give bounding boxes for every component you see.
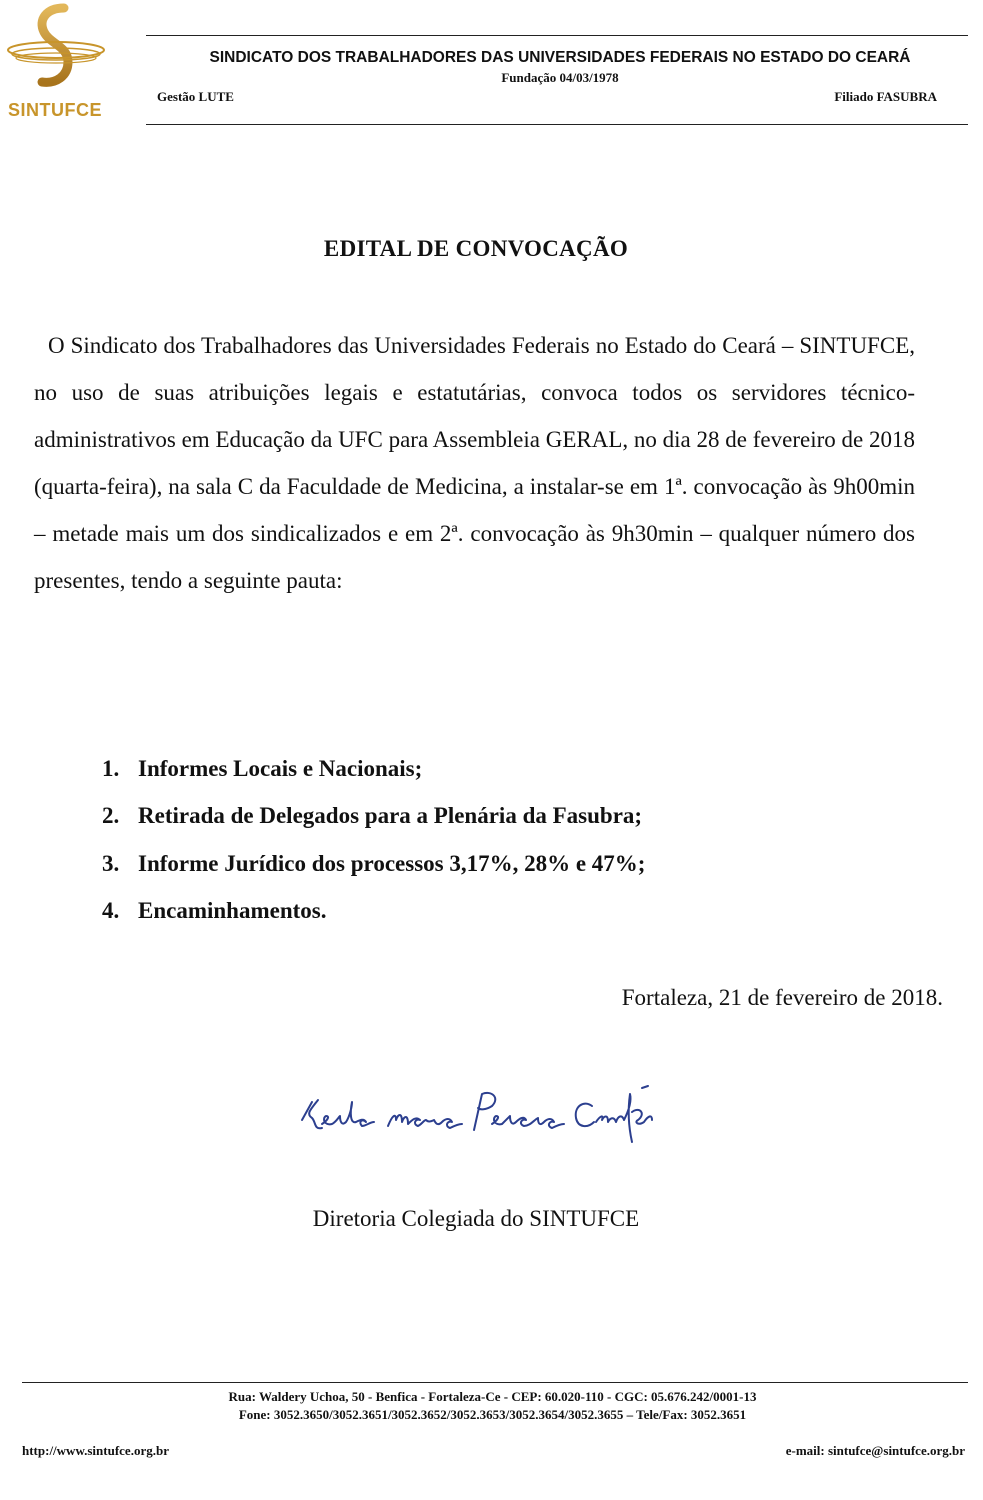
convocation-paragraph: O Sindicato dos Trabalhadores das Universidades Federais no Estado do Ceará – SINTUFCE, no uso de suas atribuições legais e estatutárias, convoca todos os servidores técnico-administrativos em Educação da UFC para Assembleia GERAL, no dia 28 de fevereiro de 2018 (quarta-feira), na sala C da Faculdade de Medicina, a instalar-se em 1ª. convocação às 9h00min – metade mais um dos sindicalizados e em 2ª. convocação às 9h30min – qualquer número dos presentes, tendo a seguinte pauta:	[34, 333, 915, 593]
agenda-item-number: 4.	[102, 897, 120, 923]
agenda-item	[102, 797, 645, 844]
agenda-item-text: Retirada de Delegados para a Plenária da Fasubra;	[138, 803, 643, 829]
agenda-item-number: 3.	[102, 850, 120, 876]
signatory-name: Diretoria Colegiada do SINTUFCE	[312, 1206, 640, 1231]
footer-website-link[interactable]: http://www.sintufce.org.br	[22, 1443, 169, 1458]
union-name: SINDICATO DOS TRABALHADORES DAS UNIVERSIDADES FEDERAIS NO ESTADO DO CEARÁ	[209, 49, 911, 66]
header-top-rule	[146, 35, 968, 36]
agenda-item	[102, 750, 645, 797]
agenda-item	[102, 845, 645, 892]
affiliation-label: Filiado FASUBRA	[834, 89, 937, 104]
footer-address: Rua: Waldery Uchoa, 50 - Benfica - Fortaleza-Ce - CEP: 60.020-110 - CGC: 05.676.242/0001-13	[228, 1389, 757, 1404]
agenda-list	[102, 750, 645, 939]
agenda-item-text: Encaminhamentos.	[138, 897, 327, 923]
agenda-item-number: 1.	[102, 756, 120, 781]
document-title: EDITAL DE CONVOCAÇÃO	[323, 236, 629, 261]
agenda-item-text: Informes Locais e Nacionais;	[138, 756, 423, 781]
header-bottom-rule	[146, 124, 968, 125]
logo-wordmark: SINTUFCE	[8, 100, 102, 120]
management-label: Gestão LUTE	[157, 89, 234, 104]
footer-phones: Fone: 3052.3650/3052.3651/3052.3652/3052.3653/3052.3654/3052.3655 – Tele/Fax: 3052.3651	[238, 1407, 747, 1422]
handwritten-signature	[292, 1072, 672, 1158]
agenda-item-text: Informe Jurídico dos processos 3,17%, 28% e 47%;	[138, 850, 646, 876]
footer-rule	[22, 1382, 968, 1383]
footer-email-link[interactable]: e-mail: sintufce@sintufce.org.br	[785, 1443, 965, 1458]
agenda-item-number: 2.	[102, 803, 120, 829]
agenda-item	[102, 892, 645, 939]
foundation-date: Fundação 04/03/1978	[501, 70, 619, 85]
date-line: Fortaleza, 21 de fevereiro de 2018.	[621, 985, 943, 1010]
